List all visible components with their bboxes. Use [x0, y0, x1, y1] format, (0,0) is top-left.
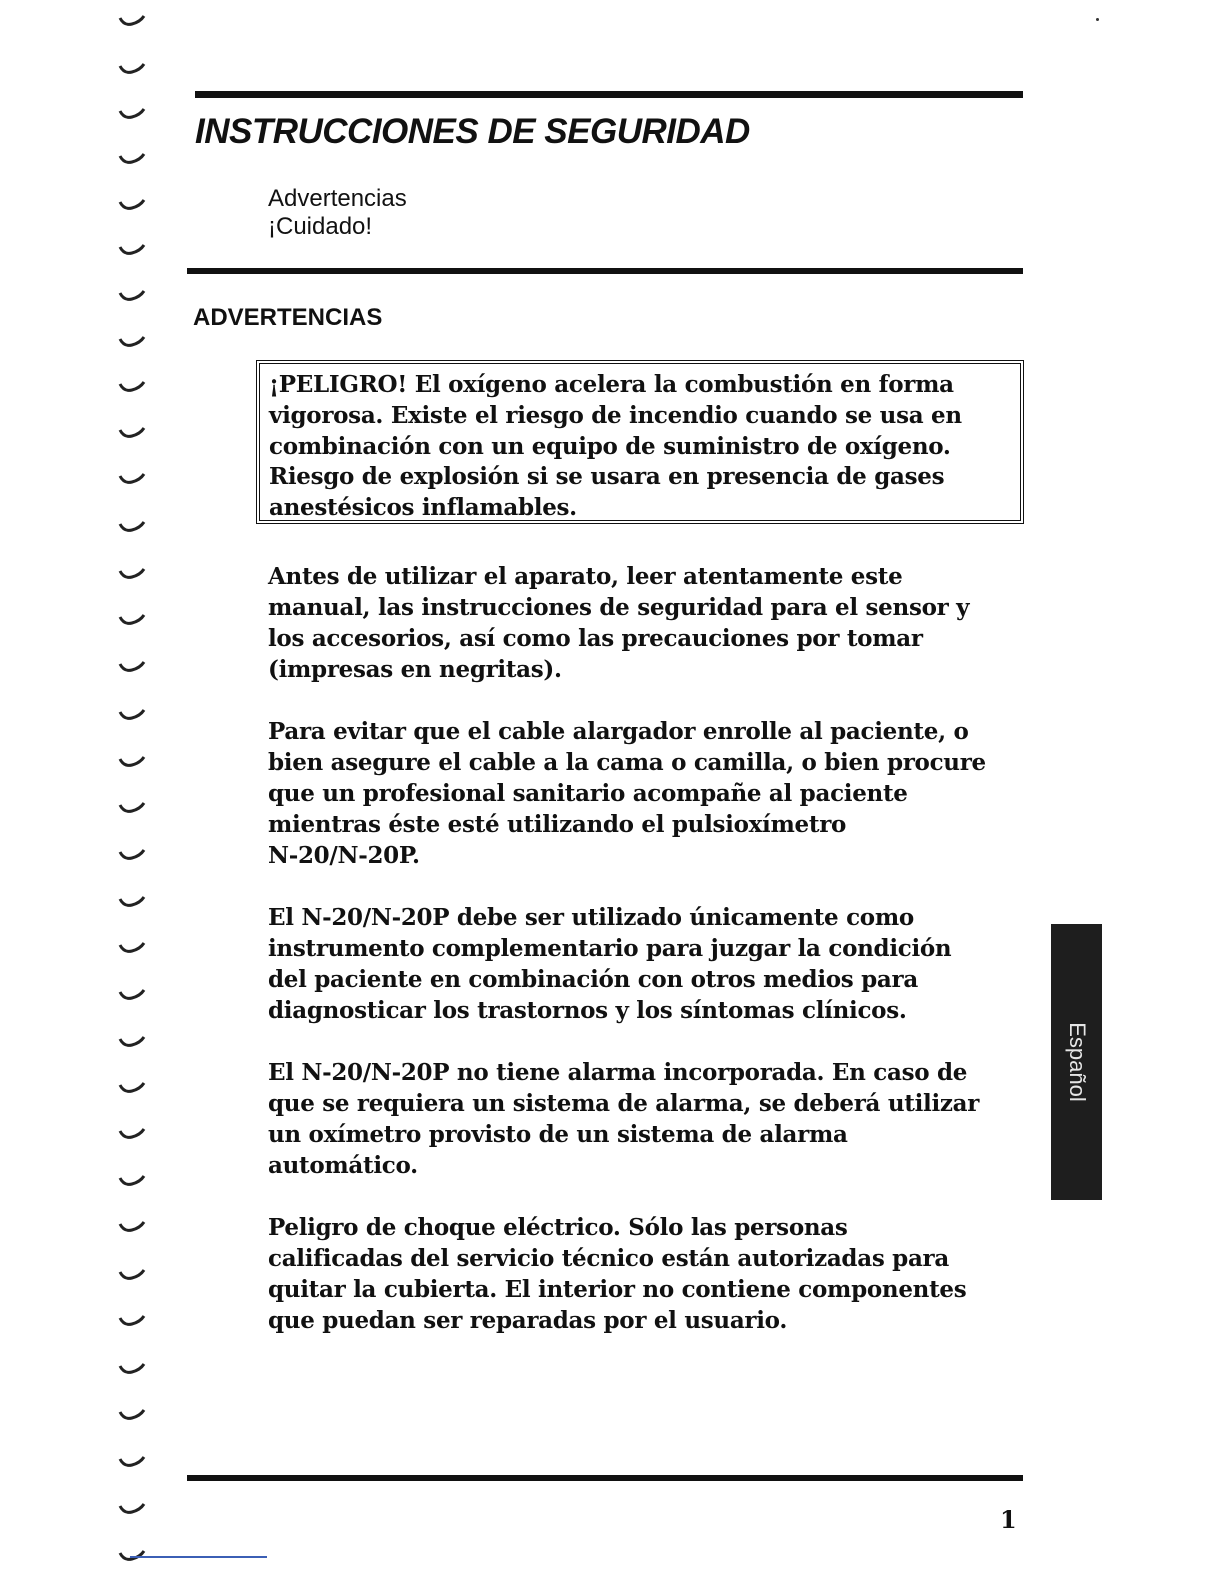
binding-ring-icon [118, 848, 146, 862]
binding-ring-icon [118, 14, 146, 28]
binding-ring-icon [118, 198, 146, 212]
binding-ring-icon [118, 1314, 146, 1328]
binding-ring-icon [118, 755, 146, 769]
top-rule [195, 91, 1023, 98]
binding-ring-icon [118, 941, 146, 955]
binding-ring-icon [118, 1127, 146, 1141]
warning-line: anestésicos inflamables. [269, 494, 577, 522]
speck [1096, 18, 1099, 21]
binding-ring-icon [118, 1268, 146, 1282]
binding-ring-icon [118, 1081, 146, 1095]
page-number: 1 [1000, 1505, 1017, 1534]
binding-ring-icon [118, 660, 146, 674]
binding-ring-icon [118, 289, 146, 303]
toc-item-advertencias: Advertencias [268, 185, 407, 212]
binding-ring-icon [118, 520, 146, 534]
binding-ring-icon [118, 380, 146, 394]
binding-ring-icon [118, 1455, 146, 1469]
binding-ring-icon [118, 472, 146, 486]
warning-line: vigorosa. Existe el riesgo de incendio cuando se usa en [269, 401, 962, 429]
warnings-list [268, 561, 1020, 1367]
bottom-edge-line [130, 1556, 267, 1558]
warning-paragraph-electric-shock: Peligro de choque eléctrico. Sólo las personas calificadas del servicio técnico están autorizadas para quitar la cubierta. El interior no contiene componentes que puedan ser reparadas por el usuario. [268, 1214, 967, 1334]
binding-ring-icon [118, 243, 146, 257]
danger-warning-box [256, 360, 1024, 524]
binding-ring-icon [118, 988, 146, 1002]
spiral-binding [110, 0, 160, 1584]
binding-ring-icon [118, 1035, 146, 1049]
bottom-rule [187, 1475, 1023, 1481]
binding-ring-icon [118, 613, 146, 627]
binding-ring-icon [118, 1362, 146, 1376]
binding-ring-icon [118, 426, 146, 440]
warning-paragraph-no-alarm: El N-20/N-20P no tiene alarma incorporada. En caso de que se requiera un sistema de alarma, se deberá utilizar un oxímetro provisto de un sistema de alarma automático. [268, 1059, 980, 1179]
toc-item-cuidado: ¡Cuidado! [268, 213, 373, 240]
warning-paragraph-cable: Para evitar que el cable alargador enrolle al paciente, o bien asegure el cable a la cama o camilla, o bien procure que un profesional sanitario acompañe al paciente mientras éste esté utilizando el pulsioxímetro N-20/N-20P. [268, 718, 986, 869]
binding-ring-icon [118, 107, 146, 121]
binding-ring-icon [118, 895, 146, 909]
binding-ring-icon [118, 1408, 146, 1422]
binding-ring-icon [118, 708, 146, 722]
binding-ring-icon [118, 1220, 146, 1234]
language-tab [1051, 924, 1102, 1200]
warning-line: combinación con un equipo de suministro de oxígeno. [269, 432, 951, 460]
binding-ring-icon [118, 1502, 146, 1516]
warning-paragraph-complementary-use: El N-20/N-20P debe ser utilizado únicamente como instrumento complementario para juzgar la condición del paciente en combinación con otros medios para diagnosticar los trastornos y los síntomas clínicos. [268, 904, 952, 1024]
warning-line: ¡PELIGRO! El oxígeno acelera la combustión en forma [269, 371, 954, 398]
binding-ring-icon [118, 1174, 146, 1188]
binding-ring-icon [118, 801, 146, 815]
binding-ring-icon [118, 567, 146, 581]
section-rule [187, 268, 1023, 274]
binding-ring-icon [118, 152, 146, 166]
language-tab-label: Español [1064, 1022, 1090, 1102]
section-heading: ADVERTENCIAS [193, 304, 383, 331]
binding-ring-icon [118, 335, 146, 349]
binding-ring-icon [118, 62, 146, 76]
page-title: INSTRUCCIONES DE SEGURIDAD [195, 112, 750, 151]
warning-paragraph-read-manual: Antes de utilizar el aparato, leer atentamente este manual, las instrucciones de seguridad para el sensor y los accesorios, así como las precauciones por tomar (impresas en negritas). [268, 563, 970, 683]
section-contents [268, 185, 407, 241]
warning-line: Riesgo de explosión si se usara en presencia de gases [269, 463, 945, 491]
